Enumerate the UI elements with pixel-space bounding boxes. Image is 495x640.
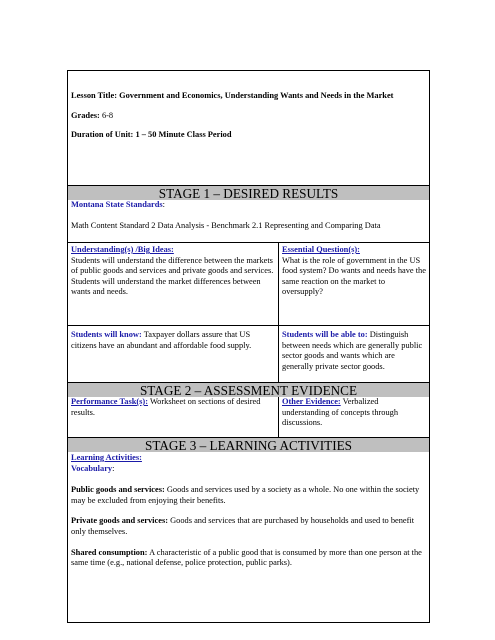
grades-line [71,111,426,122]
lesson-title: Government and Economics, Understanding Wants and Needs in the Market [119,91,394,100]
vocab-label: Vocabulary [71,463,113,473]
other-text: Verbalized understanding of concepts through discussions. [282,397,399,428]
understandings-label: Understanding(s) /Big Ideas: [71,245,174,254]
other-line [282,397,426,429]
students-able-cell [279,326,429,382]
term-definition: Goods and services that are purchased by households and used to benefit only themselves. [71,516,415,536]
performance-text: Worksheet on sections of desired results. [71,397,261,417]
grades-label: Grades: [71,110,100,120]
term-definition: Goods and services used by a society as a whole. No one within the society may be excluded from enjoying their benefits. [71,485,420,505]
essential-label: Essential Question(s): [282,245,360,254]
know-line [71,330,275,351]
able-text: Distinguish between needs which are generally public sector goods and wants which are generally private sector goods. [282,330,423,371]
standards-label: Montana State Standards [71,200,163,209]
learning-activities-cell [68,452,429,622]
performance-task-cell [68,397,279,437]
lesson-plan-table [67,70,430,623]
standards-cell [68,200,429,242]
essential-question-cell [279,243,429,325]
understandings-cell [68,243,279,325]
able-label: Students will be able to: [282,330,368,339]
understandings-text: Students will understand the difference between the markets of public goods and services and private goods and services. Students will understand the market differences between wants and needs. [71,255,274,297]
essential-text: What is the role of government in the US food system? Do wants and needs have the same reaction on the market to oversupply? [282,255,426,297]
term-name: Shared consumption [71,547,145,557]
stage1-heading: STAGE 1 – DESIRED RESULTS [68,185,429,200]
evidence-row [68,397,429,437]
know-label: Students will know: [71,330,142,339]
vocab-line: Vocabulary: [71,463,115,473]
term-name: Public goods and services [71,485,162,495]
able-line [282,330,426,372]
vocab-term: Public goods and services: Goods and services used by a society as a whole. No one within the society may be excluded from enjoying their benefits. [71,485,420,505]
students-know-cell [68,326,279,382]
understandings-row [68,242,429,325]
lesson-header [68,71,429,185]
know-text: Taxpayer dollars assure that US citizens have an abundant and affordable food supply. [71,330,252,350]
stage3-heading: STAGE 3 – LEARNING ACTIVITIES [68,437,429,452]
lesson-title-line [71,91,426,102]
duration-line [71,130,426,141]
term-name: Private goods and services [71,516,166,526]
duration-value: 1 – 50 Minute Class Period [135,130,232,140]
vocab-term: Private goods and services: Goods and services that are purchased by households and used to benefit only themselves. [71,516,415,536]
activities-label: Learning Activities: [71,453,142,462]
grades-value: 6-8 [101,110,114,120]
standards-text: Math Content Standard 2 Data Analysis - Benchmark 2.1 Representing and Comparing Data [71,220,381,230]
vocab-term: Shared consumption: A characteristic of a public good that is consumed by more than one person at the same time (e.g., national defense, police protection, public parks). [71,547,422,568]
know-row [68,325,429,382]
performance-line [71,397,275,418]
performance-label: Performance Task(s): [71,397,148,406]
duration-label: Duration of Unit: [71,130,134,140]
term-definition: A characteristic of a public good that is consumed by more than one person at the same time (e.g., national defense, police protection, public parks). [71,547,422,568]
stage2-heading: STAGE 2 – ASSESSMENT EVIDENCE [68,382,429,397]
lesson-title-label: Lesson Title: [71,91,117,100]
other-evidence-cell [279,397,429,437]
other-label: Other Evidence: [282,397,341,406]
standards-line: Montana State Standards: [71,200,165,209]
